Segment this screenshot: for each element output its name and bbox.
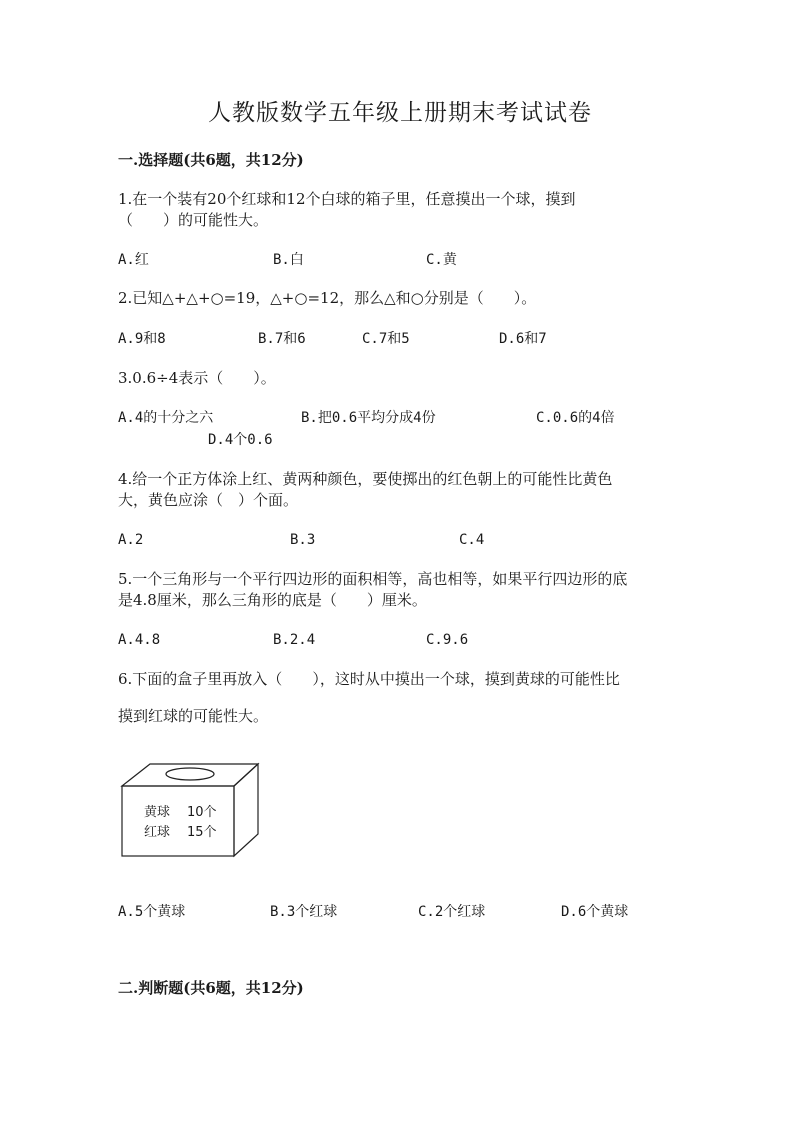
section-heading-choice: 一.选择题(共6题，共12分) xyxy=(118,151,304,169)
question-3-option-b: B.把0.6平均分成4份 xyxy=(301,410,436,426)
question-1-line-1: 1.在一个装有20个红球和12个白球的箱子里，任意摸出一个球，摸到 xyxy=(118,190,576,208)
question-6-option-d: D.6个黄球 xyxy=(561,904,629,920)
box-row2-count: 15个 xyxy=(187,825,217,840)
box-front-face xyxy=(122,786,234,856)
question-4-option-c: C.4 xyxy=(459,532,485,548)
question-2-option-a: A.9和8 xyxy=(118,331,166,347)
question-2-line-1: 2.已知△+△+○=19，△+○=12，那么△和○分别是（ ）。 xyxy=(118,289,537,307)
question-3-line-1: 3.0.6÷4表示（ ）。 xyxy=(118,369,276,387)
question-3-option-d: D.4个0.6 xyxy=(208,432,273,448)
question-4-option-a: A.2 xyxy=(118,532,144,548)
question-5-line-1: 5.一个三角形与一个平行四边形的面积相等，高也相等，如果平行四边形的底 xyxy=(118,570,628,588)
question-1-option-a: A.红 xyxy=(118,252,149,268)
question-6-option-a: A.5个黄球 xyxy=(118,904,186,920)
question-6-option-c: C.2个红球 xyxy=(418,904,486,920)
question-6-option-b: B.3个红球 xyxy=(270,904,338,920)
box-opening xyxy=(166,768,214,780)
question-2-option-b: B.7和6 xyxy=(258,331,306,347)
question-5-option-b: B.2.4 xyxy=(273,632,316,648)
box-row1-count: 10个 xyxy=(187,805,217,820)
question-4-option-b: B.3 xyxy=(290,532,316,548)
box-row2-name: 红球 xyxy=(144,825,171,840)
page-title: 人教版数学五年级上册期末考试试卷 xyxy=(208,100,592,126)
question-5-option-c: C.9.6 xyxy=(426,632,469,648)
question-4-line-2: 大，黄色应涂（ ）个面。 xyxy=(118,491,299,509)
question-4-line-1: 4.给一个正方体涂上红、黄两种颜色，要使掷出的红色朝上的可能性比黄色 xyxy=(118,470,613,488)
section-heading-judgement: 二.判断题(共6题，共12分) xyxy=(118,979,304,997)
question-3-option-a: A.4的十分之六 xyxy=(118,410,214,426)
box-row1-name: 黄球 xyxy=(144,805,171,820)
ball-box-figure xyxy=(118,760,268,864)
question-2-option-d: D.6和7 xyxy=(499,331,547,347)
question-6-line-1: 6.下面的盒子里再放入（ ），这时从中摸出一个球，摸到黄球的可能性比 xyxy=(118,670,620,688)
question-3-option-c: C.0.6的4倍 xyxy=(536,410,615,426)
question-5-option-a: A.4.8 xyxy=(118,632,161,648)
question-2-option-c: C.7和5 xyxy=(362,331,410,347)
question-1-option-b: B.白 xyxy=(273,252,304,268)
question-1-line-2: （ ）的可能性大。 xyxy=(118,211,269,229)
question-1-option-c: C.黄 xyxy=(426,252,457,268)
question-5-line-2: 是4.8厘米，那么三角形的底是（ ）厘米。 xyxy=(118,591,427,609)
question-6-line-2: 摸到红球的可能性大。 xyxy=(118,707,269,725)
box-side-face xyxy=(234,764,258,856)
